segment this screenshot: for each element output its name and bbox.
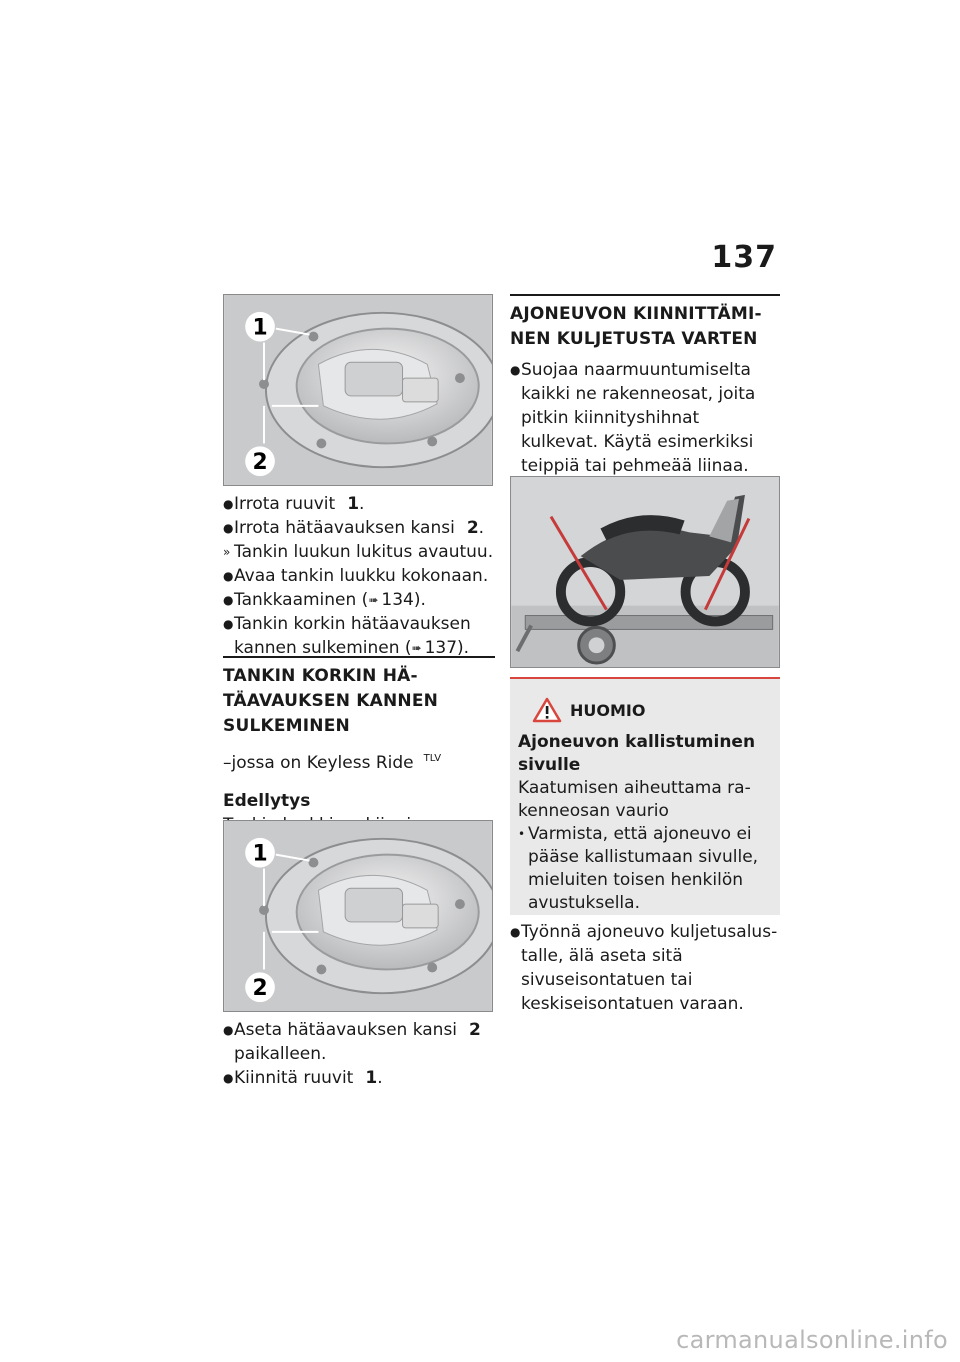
watermark: carmanualsonline.info bbox=[676, 1326, 948, 1354]
step-close-cover-link[interactable]: ● Tankin korkin hätäavauksen kannen sulkeminen (➠ 137). bbox=[223, 614, 471, 658]
section-title-close-cover: TANKIN KORKIN HÄTÄAVAUKSEN KANNEN SULKEMINEN bbox=[223, 656, 495, 739]
left-column-steps-2 bbox=[223, 1018, 495, 1090]
warning-actions bbox=[518, 823, 772, 915]
callout-1: 1 bbox=[252, 315, 268, 341]
right-column-step-2 bbox=[510, 920, 780, 1016]
requirement-label: Edellytys bbox=[223, 791, 311, 811]
page-arrow-icon: ➠ bbox=[368, 593, 379, 607]
warning-triangle-icon bbox=[532, 697, 562, 723]
fuel-cap-figure-top bbox=[223, 294, 493, 486]
callout-2: 2 bbox=[252, 450, 268, 476]
callout-1: 1 bbox=[252, 841, 268, 867]
step-remove-cover: ● Irrota hätäavauksen kansi 2. bbox=[223, 518, 485, 538]
fuel-cap-illustration bbox=[224, 295, 492, 485]
step-result-unlock: » Tankin luukun lukitus avautuu. bbox=[223, 542, 494, 562]
motorcycle-on-trailer-illustration bbox=[511, 477, 779, 667]
motorcycle-trailer-figure bbox=[510, 476, 780, 668]
right-column-section bbox=[510, 294, 780, 478]
warning-cause: Kaatumisen aiheuttama rakenneosan vaurio bbox=[518, 778, 751, 821]
step-protect-components: ● Suojaa naarmuuntumiselta kaikki ne rakenneosat, joita pitkin kiinnityshihnat kulkevat. Käytä esimerkiksi teippiä tai pehmeää liinaa. bbox=[510, 360, 756, 476]
step-remove-screws: ● Irrota ruuvit 1. bbox=[223, 494, 365, 514]
warning-header bbox=[532, 697, 772, 723]
step-push-onto-trailer: ● Työnnä ajoneuvo kuljetusalustalle, älä aseta sitä sivuseisontatuen tai keskiseisontatuen varaan. bbox=[510, 922, 778, 1014]
warning-box bbox=[510, 677, 780, 915]
variant-note: –jossa on Keyless Ride $^{TLV}$ bbox=[223, 753, 442, 773]
page-arrow-icon: ➠ bbox=[411, 641, 422, 655]
step-refuelling-link[interactable]: ● Tankkaaminen (➠ 134). bbox=[223, 590, 426, 610]
step-tighten-screws: ● Kiinnitä ruuvit 1. bbox=[223, 1068, 383, 1088]
warning-label: HUOMIO bbox=[570, 700, 646, 720]
step-fit-cover: ● Aseta hätäavauksen kansi 2 paikalleen. bbox=[223, 1020, 481, 1064]
fuel-cap-figure-bottom bbox=[223, 820, 493, 1012]
warning-action-item: • Varmista, että ajoneuvo ei pääse kallistumaan sivulle, mieluiten toisen henkilön avustuksella. bbox=[518, 824, 759, 913]
step-open-flap: ● Avaa tankin luukku kokonaan. bbox=[223, 566, 489, 586]
left-column-steps-1 bbox=[223, 492, 495, 660]
section-title-transport: AJONEUVON KIINNITTÄMINEN KULJETUSTA VARTEN bbox=[510, 294, 780, 352]
warning-title: Ajoneuvon kallistuminen sivulle bbox=[518, 732, 756, 775]
callout-2: 2 bbox=[252, 976, 268, 1002]
fuel-cap-illustration bbox=[224, 821, 492, 1011]
page-number: 137 bbox=[711, 240, 777, 275]
left-column-section bbox=[223, 656, 495, 837]
